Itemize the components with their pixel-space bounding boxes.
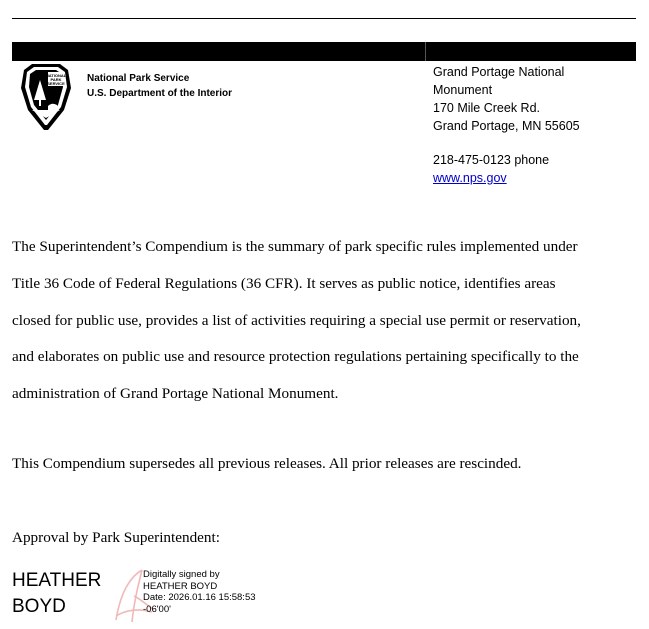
signature-detail-line: Digitally signed by (143, 569, 220, 580)
signer-name (12, 568, 101, 620)
park-name-line2: Monument (433, 83, 493, 97)
header-bar (12, 42, 636, 61)
digital-signature-details (143, 569, 256, 615)
header-bar-divider (425, 42, 426, 61)
agency-name: National Park Service (87, 73, 190, 84)
signature-detail-line: HEATHER BOYD (143, 580, 218, 592)
logo-text-line2: PARK (50, 77, 62, 82)
signature-detail-line: Date: 2026.01.16 15:58:53 (143, 592, 256, 603)
city-state-zip: Grand Portage, MN 55605 (433, 119, 580, 133)
signature-detail-line: -06'00' (143, 603, 171, 615)
body-line: closed for public use, provides a list of activities requiring a special use permit or reservation, (12, 311, 581, 329)
top-rule (12, 18, 636, 19)
signer-first-name: HEATHER (12, 570, 102, 591)
logo-text-line3: SERVICE (47, 81, 65, 86)
body-line: Title 36 Code of Federal Regulations (36 CFR). It serves as public notice, identifies areas (12, 274, 556, 292)
department-name: U.S. Department of the Interior (87, 88, 233, 99)
street-address: 170 Mile Creek Rd. (433, 101, 540, 115)
compendium-intro (12, 229, 636, 413)
park-address (433, 63, 580, 187)
agency-block (87, 71, 232, 101)
logo-text-line1: NATIONAL (45, 73, 67, 78)
phone-number: 218-475-0123 phone (433, 153, 550, 167)
signer-last-name: BOYD (12, 596, 66, 617)
supersede-statement: This Compendium supersedes all previous releases. All prior releases are rescinded. (12, 455, 522, 472)
park-name-line1: Grand Portage National (433, 65, 565, 79)
website-link[interactable]: www.nps.gov (433, 171, 507, 185)
nps-arrowhead-logo-icon (18, 62, 74, 132)
body-line: administration of Grand Portage National Monument. (12, 385, 339, 403)
body-line: and elaborates on public use and resource protection regulations pertaining specifically to the (12, 348, 579, 366)
approval-label: Approval by Park Superintendent: (12, 529, 220, 546)
address-gap (433, 135, 580, 151)
body-line: The Superintendent’s Compendium is the summary of park specific rules implemented under (12, 238, 578, 255)
